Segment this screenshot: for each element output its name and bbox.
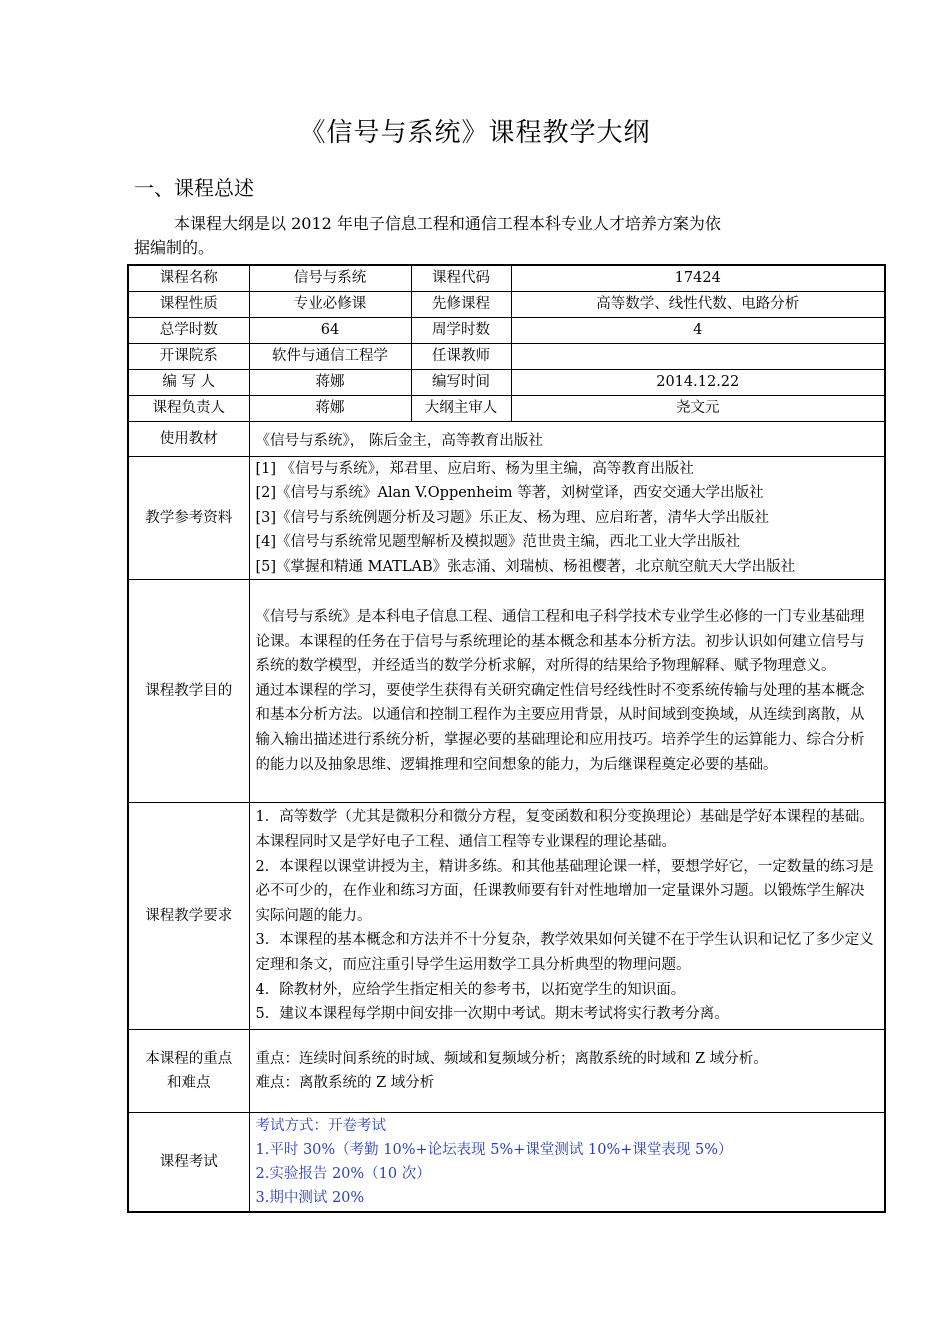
field-label: 编 写 人 [128, 370, 249, 396]
table-row [128, 265, 885, 292]
field-label: 周学时数 [411, 318, 511, 344]
exam-item: 2.实验报告 20%（10 次） [255, 1166, 431, 1183]
field-value: 4 [511, 318, 885, 344]
field-value: 蒋娜 [249, 396, 411, 422]
field-label: 任课教师 [411, 344, 511, 370]
exam-item: 1.平时 30%（考勤 10%+论坛表现 5%+课堂测试 10%+课堂表现 5%） [255, 1142, 733, 1159]
intro-line: 本课程大纲是以 2012 年电子信息工程和通信工程本科专业人才培养方案为依 [174, 214, 721, 233]
exam-item: 3.期中测试 20% [255, 1190, 365, 1207]
field-value: 2014.12.22 [511, 370, 885, 396]
table-row-key-points [128, 1030, 885, 1113]
document-title: 《信号与系统》课程教学大纲 [299, 118, 651, 148]
reference-item: [5]《掌握和精通 MATLAB》张志涌、刘瑞桢、杨祖樱著，北京航空航天大学出版社 [255, 558, 796, 575]
textbook-value: 《信号与系统》， 陈后金主，高等教育出版社 [249, 422, 885, 457]
field-label: 课程代码 [411, 265, 511, 292]
requirement-item: 1．高等数学（尤其是微积分和微分方程，复变函数和积分变换理论）基础是学好本课程的基础。本课程同时又是学好电子工程、通信工程等专业课程的理论基础。 [255, 809, 874, 850]
table-row [128, 292, 885, 318]
intro-line: 据编制的。 [134, 238, 215, 257]
field-label: 大纲主审人 [411, 396, 511, 422]
key-points-text [249, 1030, 885, 1113]
exam-label: 课程考试 [128, 1113, 249, 1213]
field-label: 课程名称 [128, 265, 249, 292]
field-value: 蒋娜 [249, 370, 411, 396]
reference-item: [1] 《信号与系统》，郑君里、应启珩、杨为里主编，高等教育出版社 [255, 461, 694, 477]
field-label: 课程负责人 [128, 396, 249, 422]
field-value: 尧文元 [511, 396, 885, 422]
course-info-table [127, 264, 886, 1213]
textbook-label: 使用教材 [128, 422, 249, 457]
table-row [128, 318, 885, 344]
table-row-references [128, 457, 885, 580]
field-label: 课程性质 [128, 292, 249, 318]
table-row-exam [128, 1113, 885, 1213]
table-row [128, 370, 885, 396]
exam-item: 考试方式：开卷考试 [255, 1118, 386, 1135]
goal-paragraph: 《信号与系统》是本科电子信息工程、通信工程和电子科学技术专业学生必修的一门专业基础理论课。本课程的任务在于信号与系统理论的基本概念和基本分析方法。初步认识如何建立信号与系统的数学模型，并经适当的数学分析求解，对所得的结果给予物理解释、赋予物理意义。 [255, 608, 865, 675]
field-value: 专业必修课 [249, 292, 411, 318]
table-row [128, 344, 885, 370]
requirements-label: 课程教学要求 [128, 803, 249, 1030]
section-heading: 一、课程总述 [134, 176, 254, 200]
key-points-label-line: 本课程的重点 [145, 1051, 233, 1068]
field-value: 信号与系统 [249, 265, 411, 292]
goal-text [249, 580, 885, 803]
field-value [511, 344, 885, 370]
requirement-item: 4．除教材外，应给学生指定相关的参考书，以拓宽学生的知识面。 [255, 981, 686, 998]
table-row-requirements [128, 803, 885, 1030]
table-row [128, 396, 885, 422]
key-point-item: 难点：离散系统的 Z 域分析 [255, 1075, 435, 1092]
key-point-item: 重点：连续时间系统的时域、频域和复频域分析；离散系统的时域和 Z 域分析。 [255, 1051, 768, 1068]
intro-paragraph [134, 212, 834, 260]
references-list [249, 457, 885, 580]
reference-item: [2]《信号与系统》Alan V.Oppenheim 等著，刘树堂译，西安交通大学出版社 [255, 485, 764, 502]
field-value: 高等数学、线性代数、电路分析 [511, 292, 885, 318]
reference-item: [4]《信号与系统常见题型解析及模拟题》范世贵主编，西北工业大学出版社 [255, 534, 741, 551]
goal-paragraph: 通过本课程的学习，要使学生获得有关研究确定性信号经线性时不变系统传输与处理的基本概念和基本分析方法。以通信和控制工程作为主要应用背景，从时间域到变换域，从连续到离散，从输入输出描述进行系统分析，掌握必要的基础理论和应用技巧。培养学生的运算能力、综合分析的能力以及抽象思维、逻辑推理和空间想象的能力，为后继课程奠定必要的基础。 [255, 682, 865, 773]
field-value: 软件与通信工程学 [249, 344, 411, 370]
table-row-goal [128, 580, 885, 803]
requirements-list [249, 803, 885, 1030]
table-row-textbook [128, 422, 885, 457]
field-label: 总学时数 [128, 318, 249, 344]
key-points-label [128, 1030, 249, 1113]
requirement-item: 2．本课程以课堂讲授为主，精讲多练。和其他基础理论课一样，要想学好它，一定数量的练习是必不可少的，在作业和练习方面，任课教师要有针对性地增加一定量课外习题。以锻炼学生解决实际问题的能力。 [255, 858, 874, 924]
requirement-item: 3．本课程的基本概念和方法并不十分复杂，教学效果如何关键不在于学生认识和记忆了多少定义定理和条文，而应注重引导学生运用数学工具分析典型的物理问题。 [255, 932, 874, 973]
field-label: 开课院系 [128, 344, 249, 370]
field-value: 17424 [511, 265, 885, 292]
key-points-label-line: 和难点 [167, 1075, 211, 1092]
references-label: 教学参考资料 [128, 457, 249, 580]
reference-item: [3]《信号与系统例题分析及习题》乐正友、杨为理、应启珩著，清华大学出版社 [255, 509, 770, 526]
goal-label: 课程教学目的 [128, 580, 249, 803]
field-value: 64 [249, 318, 411, 344]
exam-details [249, 1113, 885, 1213]
field-label: 编写时间 [411, 370, 511, 396]
field-label: 先修课程 [411, 292, 511, 318]
requirement-item: 5．建议本课程每学期中间安排一次期中考试。期末考试将实行教考分离。 [255, 1006, 729, 1023]
